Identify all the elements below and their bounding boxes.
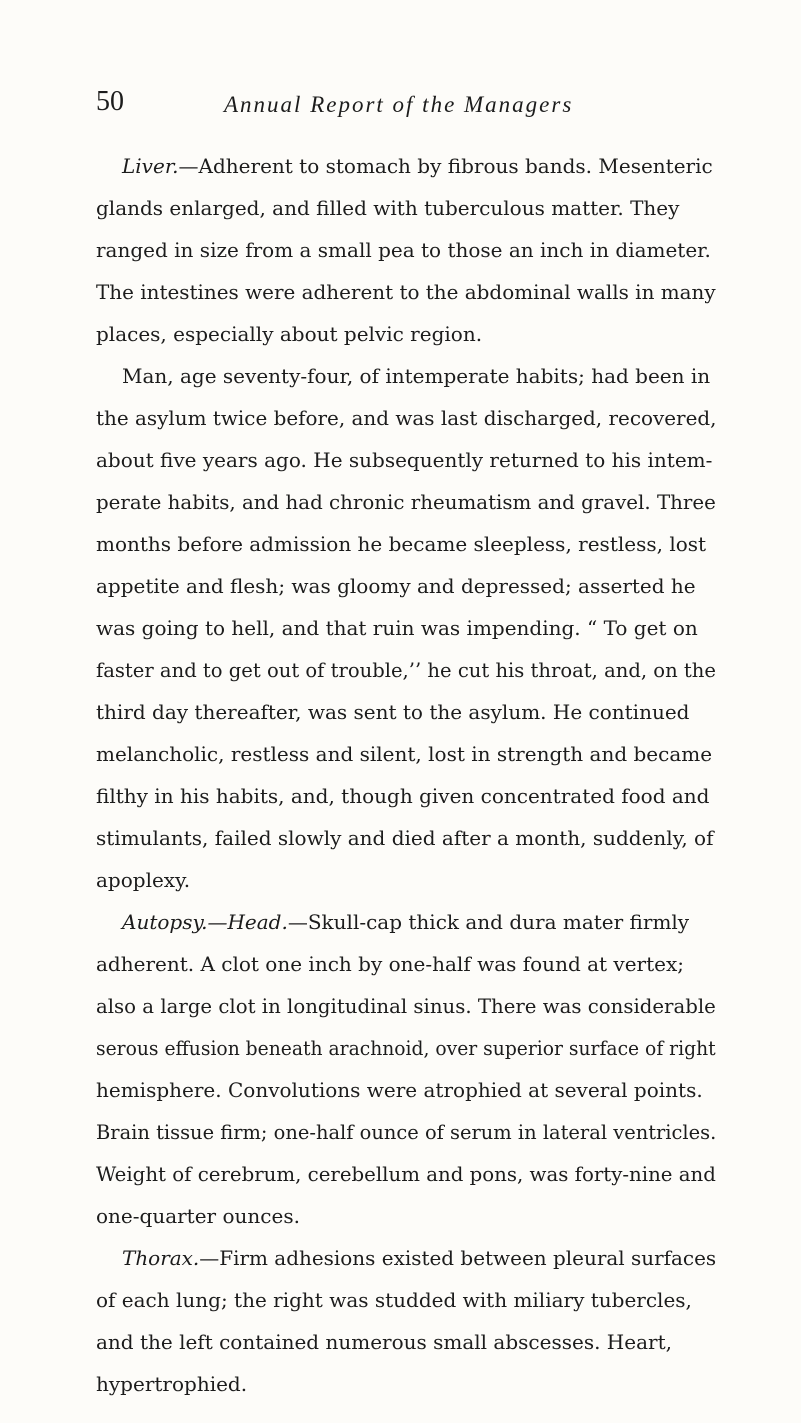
text-line — [96, 817, 716, 859]
line-text: Weight of cerebrum, cerebellum and pons, was forty-nine and — [96, 1162, 716, 1186]
line-text: places, especially about pelvic region. — [96, 322, 483, 346]
text-line — [96, 439, 716, 481]
line-text: Man, age seventy-four, of intemperate habits; had been in — [122, 364, 711, 388]
text-line — [96, 901, 716, 943]
text-line — [96, 607, 716, 649]
line-text: The intestines were adherent to the abdominal walls in many — [96, 280, 716, 304]
text-line — [96, 1195, 716, 1237]
text-line — [96, 691, 716, 733]
body-text — [96, 145, 716, 1405]
line-text: ranged in size from a small pea to those an inch in diameter. — [96, 238, 711, 262]
text-line — [96, 523, 716, 565]
text-line — [96, 1027, 716, 1069]
text-line — [96, 565, 716, 607]
line-text: was going to hell, and that ruin was impending. “ To get on — [96, 616, 698, 640]
text-line — [96, 1111, 716, 1153]
text-line — [96, 355, 716, 397]
line-text: filthy in his habits, and, though given concentrated food and — [96, 784, 710, 808]
text-line — [96, 397, 716, 439]
text-line — [96, 649, 716, 691]
line-text: apoplexy. — [96, 868, 191, 892]
line-text: also a large clot in longitudinal sinus. There was considerable — [96, 994, 716, 1018]
section-lead: Autopsy.—Head. — [122, 910, 288, 934]
line-text: hypertrophied. — [96, 1372, 248, 1396]
text-line — [96, 1321, 716, 1363]
text-line — [96, 775, 716, 817]
line-text: stimulants, failed slowly and died after a month, suddenly, of — [96, 826, 714, 850]
line-text: faster and to get out of trouble,’’ he cut his throat, and, on the — [96, 658, 716, 682]
text-line — [96, 229, 716, 271]
line-text: appetite and flesh; was gloomy and depressed; asserted he — [96, 574, 696, 598]
line-text: —Skull-cap thick and dura mater firmly — [287, 910, 690, 934]
running-head — [96, 86, 716, 126]
text-line — [96, 145, 716, 187]
line-text: glands enlarged, and filled with tuberculous matter. They — [96, 196, 680, 220]
text-line — [96, 859, 716, 901]
line-text: and the left contained numerous small abscesses. Heart, — [96, 1330, 672, 1354]
section-lead: Liver. — [122, 154, 179, 178]
line-text: about five years ago. He subsequently returned to his intem- — [96, 448, 713, 472]
text-line — [96, 271, 716, 313]
line-text: perate habits, and had chronic rheumatism and gravel. Three — [96, 490, 716, 514]
line-text: the asylum twice before, and was last discharged, recovered, — [96, 406, 717, 430]
line-text: —Firm adhesions existed between pleural surfaces — [199, 1246, 717, 1270]
line-text: of each lung; the right was studded with miliary tubercles, — [96, 1288, 692, 1312]
page-title: Annual Report of the Managers — [224, 92, 574, 117]
line-text: Brain tissue firm; one-half ounce of serum in lateral ventricles. — [96, 1120, 717, 1144]
text-line — [96, 481, 716, 523]
line-text: one-quarter ounces. — [96, 1204, 300, 1228]
line-text: —Adherent to stomach by fibrous bands. Mesenteric — [178, 154, 713, 178]
line-text: hemisphere. Convolutions were atrophied at several points. — [96, 1078, 703, 1102]
line-text: adherent. A clot one inch by one-half was found at vertex; — [96, 952, 685, 976]
line-text: melancholic, restless and silent, lost in strength and became — [96, 742, 713, 766]
text-line — [96, 1069, 716, 1111]
text-line — [96, 985, 716, 1027]
text-line — [96, 313, 716, 355]
line-text: months before admission he became sleepless, restless, lost — [96, 532, 707, 556]
line-text: third day thereafter, was sent to the asylum. He continued — [96, 700, 690, 724]
page-number: 50 — [96, 86, 124, 117]
line-text: serous effusion beneath arachnoid, over superior surface of right — [96, 1036, 716, 1060]
text-line — [96, 1237, 716, 1279]
text-line — [96, 733, 716, 775]
section-lead: Thorax. — [122, 1246, 200, 1270]
text-line — [96, 943, 716, 985]
text-line — [96, 1279, 716, 1321]
text-line — [96, 1363, 716, 1405]
text-line — [96, 187, 716, 229]
text-line — [96, 1153, 716, 1195]
